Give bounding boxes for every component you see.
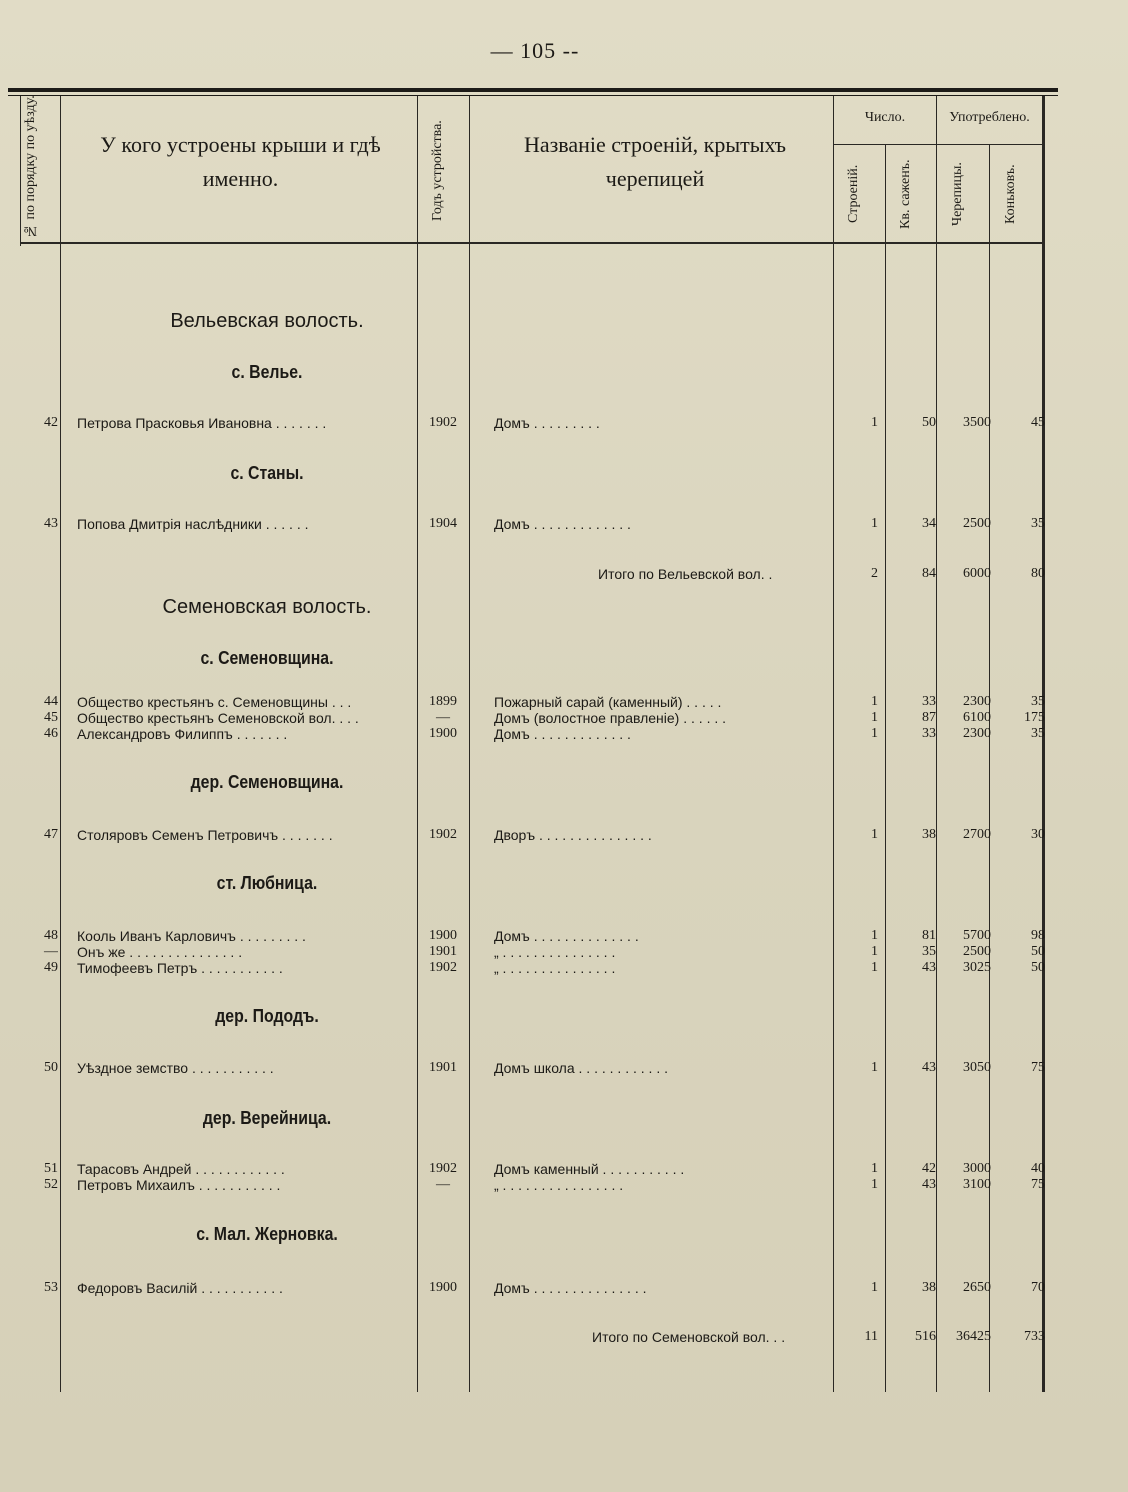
row-tiles: 3500 [963,415,991,430]
row-year: 1902 [429,415,457,430]
row-tiles: 2650 [963,1280,991,1295]
row-number: 48 [44,928,58,943]
row-owner: Петровъ Михаилъ . . . . . . . . . . . [77,1177,281,1193]
header-group-rule [833,144,1043,145]
row-year: 1901 [429,944,457,959]
row-building: Пожарный сарай (каменный) . . . . . [494,694,722,710]
row-tiles: 3025 [963,960,991,975]
village-heading: с. Мал. Жерновка. [196,1224,338,1244]
row-number: 51 [44,1161,58,1176]
total-row [0,1329,1050,1345]
row-structures: 1 [871,726,878,741]
page-number: — 105 -- [490,38,580,63]
row-sq-sazhen: 81 [922,928,936,943]
row-building: Домъ каменный . . . . . . . . . . . [494,1161,685,1177]
row-owner: Кооль Иванъ Карловичъ . . . . . . . . . [77,928,306,944]
row-building: „ . . . . . . . . . . . . . . . [494,960,616,976]
col-rule [989,145,990,1392]
row-number: 42 [44,415,58,430]
row-owner: Александровъ Филиппъ . . . . . . . [77,726,288,742]
row-ridges: 30 [1031,827,1045,842]
row-number: 53 [44,1280,58,1295]
row-sq-sazhen: 42 [922,1161,936,1176]
village-heading: с. Семеновщина. [200,648,334,668]
row-owner: Тарасовъ Андрей . . . . . . . . . . . . [77,1161,285,1177]
total-sq-sazhen: 516 [915,1329,936,1344]
total-row [0,566,1050,582]
col-rule [20,96,21,246]
row-sq-sazhen: 43 [922,1060,936,1075]
total-ridges: 80 [1031,566,1045,581]
row-year: 1900 [429,726,457,741]
header-used-group: Употреблено. [949,110,1030,125]
row-year: 1899 [429,694,457,709]
row-number: 47 [44,827,58,842]
row-tiles: 2700 [963,827,991,842]
table-row [0,1280,1050,1296]
table-row [0,516,1050,532]
volost-heading: Вельевская волость. [170,310,364,332]
row-building: Домъ . . . . . . . . . . . . . . . [494,1280,647,1296]
row-year: — [436,1177,450,1192]
header-year: Годъ устройства. [430,120,445,222]
row-building: Домъ . . . . . . . . . . . . . [494,516,631,532]
col-rule [60,96,61,1392]
row-sq-sazhen: 38 [922,827,936,842]
row-number: 43 [44,516,58,531]
row-tiles: 3050 [963,1060,991,1075]
row-ridges: 175 [1024,710,1045,725]
row-year: 1902 [429,827,457,842]
row-structures: 1 [871,960,878,975]
row-sq-sazhen: 33 [922,694,936,709]
row-structures: 1 [871,415,878,430]
volost-heading: Семеновская волость. [162,596,372,618]
row-number: 45 [44,710,58,725]
row-building: Домъ . . . . . . . . . [494,415,600,431]
row-ridges: 50 [1031,960,1045,975]
header-structures: Строеній. [846,164,861,224]
col-rule [885,145,886,1392]
row-owner: Общество крестьянъ с. Семеновщины . . . [77,694,352,710]
row-ridges: 50 [1031,944,1045,959]
row-structures: 1 [871,694,878,709]
total-tiles: 36425 [956,1329,991,1344]
row-ridges: 70 [1031,1280,1045,1295]
total-sq-sazhen: 84 [922,566,936,581]
row-tiles: 3000 [963,1161,991,1176]
row-structures: 1 [871,1280,878,1295]
total-ridges: 733 [1024,1329,1045,1344]
total-tiles: 6000 [963,566,991,581]
table-row [0,944,1050,960]
row-owner: Тимофеевъ Петръ . . . . . . . . . . . [77,960,283,976]
row-number: — [44,944,58,959]
row-year: 1900 [429,928,457,943]
row-tiles: 2500 [963,516,991,531]
row-structures: 1 [871,928,878,943]
header-building: Названіе строеній, крытыхъ черепицей [523,132,787,192]
row-sq-sazhen: 87 [922,710,936,725]
row-year: 1904 [429,516,457,531]
row-sq-sazhen: 35 [922,944,936,959]
row-building: Домъ . . . . . . . . . . . . . [494,726,631,742]
row-owner: Уѣздное земство . . . . . . . . . . . [77,1060,274,1076]
row-number: 50 [44,1060,58,1075]
row-number: 52 [44,1177,58,1192]
row-year: 1902 [429,960,457,975]
table-row [0,960,1050,976]
row-ridges: 45 [1031,415,1045,430]
total-structures: 2 [871,566,878,581]
village-heading: дер. Пододъ. [215,1006,319,1026]
header-bottom-rule [20,242,1045,244]
row-tiles: 6100 [963,710,991,725]
row-number: 46 [44,726,58,741]
row-number: 44 [44,694,58,709]
row-owner: Федоровъ Василій . . . . . . . . . . . [77,1280,283,1296]
table-row [0,928,1050,944]
row-sq-sazhen: 50 [922,415,936,430]
row-ridges: 40 [1031,1161,1045,1176]
header-ridges: Коньковъ. [1003,164,1018,224]
total-structures: 11 [864,1329,878,1344]
village-heading: дер. Семеновщина. [190,772,344,792]
row-ridges: 75 [1031,1060,1045,1075]
row-owner: Петрова Прасковья Ивановна . . . . . . . [77,415,327,431]
row-owner: Столяровъ Семенъ Петровичъ . . . . . . . [77,827,333,843]
header-count-group: Число. [864,110,906,125]
col-rule [936,96,937,1392]
row-building: Домъ (волостное правленіе) . . . . . . [494,710,727,726]
table-row [0,694,1050,710]
row-year: 1900 [429,1280,457,1295]
table-row [0,726,1050,742]
total-label: Итого по Семеновской вол. . . [592,1329,786,1345]
row-tiles: 2500 [963,944,991,959]
row-sq-sazhen: 34 [922,516,936,531]
table-row [0,710,1050,726]
row-tiles: 2300 [963,694,991,709]
row-structures: 1 [871,1161,878,1176]
table-row [0,415,1050,431]
row-building: Дворъ . . . . . . . . . . . . . . . [494,827,652,843]
village-heading: с. Велье. [231,362,303,382]
col-rule [417,96,418,1392]
row-structures: 1 [871,1060,878,1075]
row-ridges: 75 [1031,1177,1045,1192]
col-rule [833,96,834,1392]
row-tiles: 2300 [963,726,991,741]
table-row [0,1177,1050,1193]
row-tiles: 3100 [963,1177,991,1192]
row-owner: Общество крестьянъ Семеновской вол. . . . [77,710,359,726]
row-structures: 1 [871,710,878,725]
row-year: 1902 [429,1161,457,1176]
table-top-rule [8,88,1058,96]
row-number: 49 [44,960,58,975]
header-sq-sazhen: Кв. саженъ. [898,159,913,229]
row-building: Домъ школа . . . . . . . . . . . . [494,1060,668,1076]
row-ridges: 35 [1031,516,1045,531]
row-structures: 1 [871,1177,878,1192]
total-label: Итого по Вельевской вол. . [598,566,773,582]
table-row [0,1161,1050,1177]
col-rule [1042,96,1045,1392]
row-owner: Онъ же . . . . . . . . . . . . . . . [77,944,243,960]
header-num: № по порядку по уѣзду. [23,95,38,238]
row-ridges: 98 [1031,928,1045,943]
header-owner: У кого устроены крыши и гдѣ именно. [100,132,381,192]
col-rule [469,96,470,1392]
row-sq-sazhen: 33 [922,726,936,741]
row-structures: 1 [871,516,878,531]
row-ridges: 35 [1031,694,1045,709]
row-ridges: 35 [1031,726,1045,741]
row-tiles: 5700 [963,928,991,943]
row-year: 1901 [429,1060,457,1075]
row-sq-sazhen: 43 [922,1177,936,1192]
row-owner: Попова Дмитрія наслѣдники . . . . . . [77,516,309,532]
header-tiles: Черепицы. [950,162,965,226]
row-sq-sazhen: 38 [922,1280,936,1295]
row-building: „ . . . . . . . . . . . . . . . . [494,1177,624,1193]
village-heading: ст. Любница. [216,873,318,893]
row-building: Домъ . . . . . . . . . . . . . . [494,928,639,944]
table-row [0,1060,1050,1076]
table-row [0,827,1050,843]
row-structures: 1 [871,827,878,842]
row-building: „ . . . . . . . . . . . . . . . [494,944,616,960]
row-structures: 1 [871,944,878,959]
row-year: — [436,710,450,725]
row-sq-sazhen: 43 [922,960,936,975]
village-heading: дер. Верейница. [202,1108,332,1128]
village-heading: с. Станы. [230,463,304,483]
